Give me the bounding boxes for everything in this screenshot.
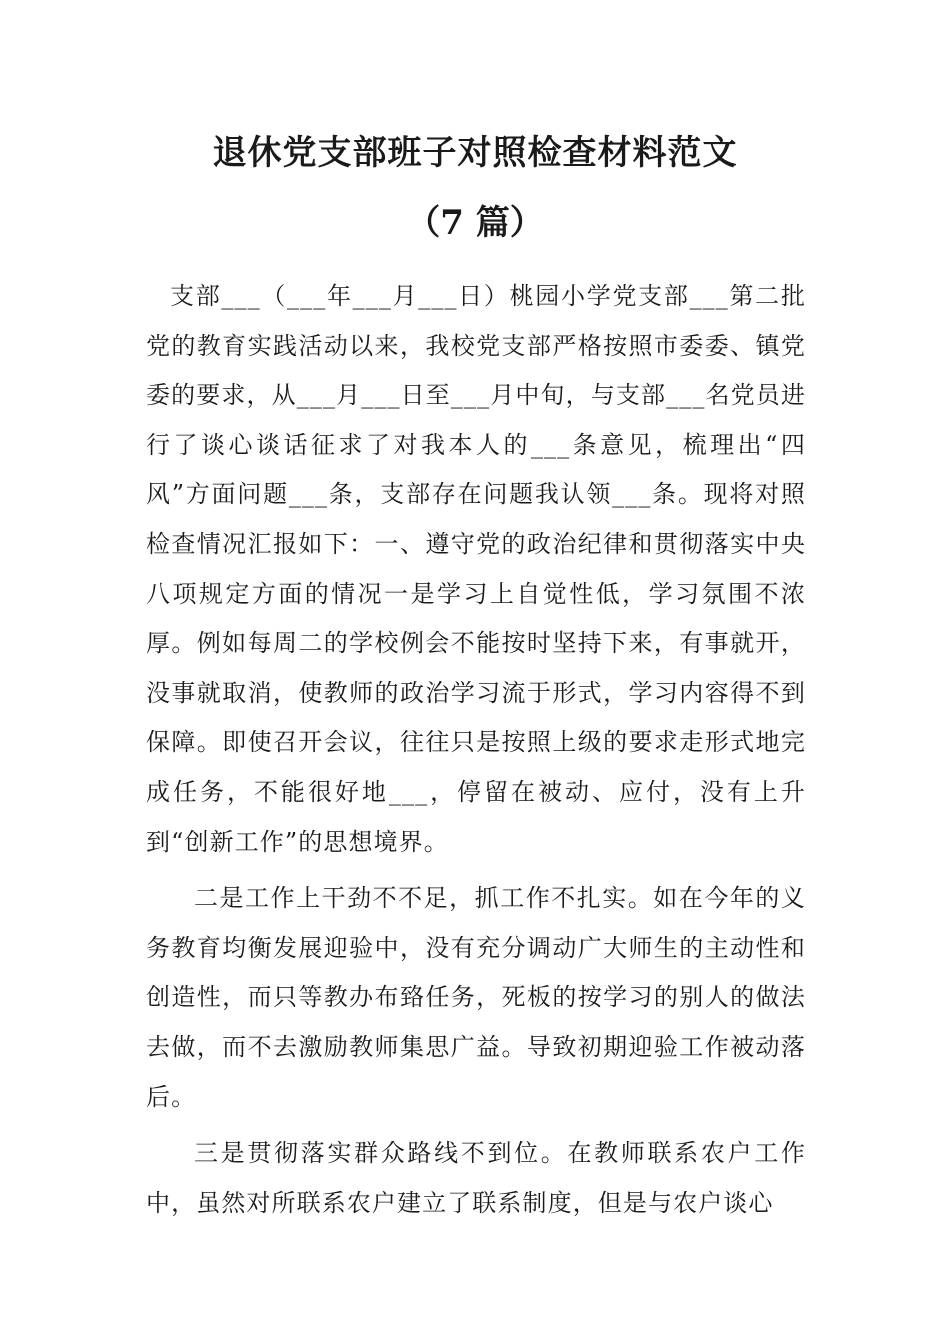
document-title: 退休党支部班子对照检查材料范文 (212, 133, 738, 173)
paragraph-1: 支部___（___年___月___日）桃园小学党支部___第二批党的教育实践活动以来，我校党支部严格按照市委委、镇党委的要求，从___月___日至___月中旬，与支部___名党员进行了谈心谈话征求了对我本人的___条意见，梳理出“四风”方面问题___条，支部存在问题我认领___条。现将对照检查情况汇报如下：一、遵守党的政治纪律和贯彻落实中央八项规定方面的情况一是学习上自觉性低，学习氛围不浓厚。例如每周二的学校例会不能按时坚持下来，有事就开，没事就取消，使教师的政治学习流于形式，学习内容得不到保障。即使召开会议，往往只是按照上级的要求走形式地完成任务，不能很好地___，停留在被动、应付，没有上升到“创新工作”的思想境界。 (146, 282, 806, 856)
document-body (146, 272, 806, 1228)
document-subtitle: （7 篇） (406, 203, 544, 243)
paragraph-3: 三是贯彻落实群众路线不到位。在教师联系农户工作中，虽然对所联系农户建立了联系制度，但是与农户谈心 (146, 1139, 806, 1217)
paragraph-2: 二是工作上干劲不不足，抓工作不扎实。如在今年的义务教育均衡发展迎验中，没有充分调动广大师生的主动性和创造性，而只等教办布臵任务，死板的按学习的别人的做法去做，而不去激励教师集思广益。导致初期迎验工作被动落后。 (146, 884, 806, 1111)
